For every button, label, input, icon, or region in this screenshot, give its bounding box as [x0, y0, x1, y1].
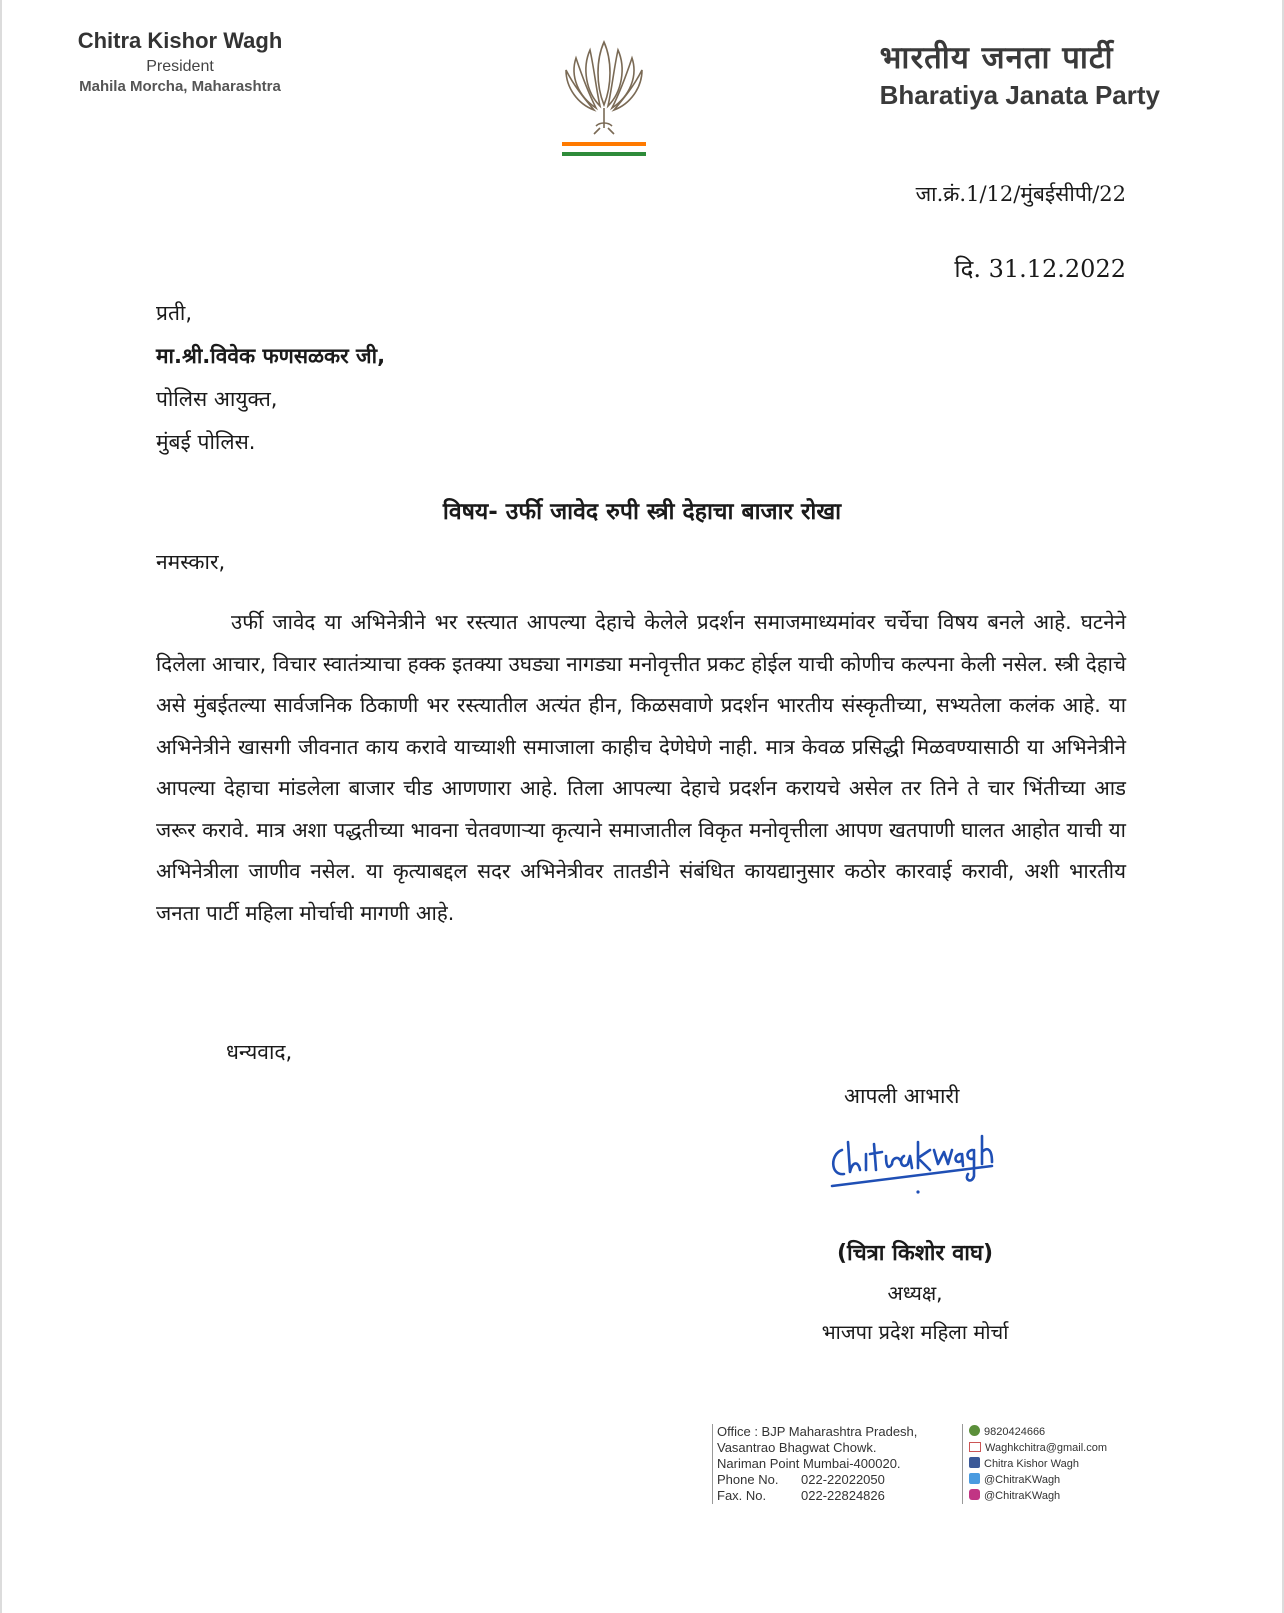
sender-morcha: Mahila Morcha, Maharashtra: [79, 78, 281, 95]
signer-name: (चित्रा किशोर वाघ): [836, 1241, 994, 1266]
fax-row: [717, 1488, 957, 1504]
contact-whatsapp: [969, 1424, 1107, 1440]
contact-facebook: [969, 1456, 1107, 1472]
contact-text: 9820424666: [984, 1426, 1046, 1438]
office-line: Office : BJP Maharashtra Pradesh,: [717, 1424, 918, 1439]
reference-number: जा.क्रं.1/12/मुंबईसीपी/22: [915, 182, 1126, 206]
office-line: Nariman Point Mumbai-400020.: [717, 1456, 901, 1471]
facebook-icon: [969, 1457, 980, 1468]
fax-number: 022-22824826: [801, 1488, 885, 1503]
phone-number: 022-22022050: [801, 1472, 885, 1487]
address-block: [156, 292, 385, 464]
address-recipient: मा.श्री.विवेक फणसळकर जी,: [156, 344, 386, 368]
thanks: धन्यवाद,: [226, 1040, 293, 1064]
contact-text: Chitra Kishor Wagh: [984, 1458, 1079, 1470]
contact-email: [969, 1440, 1107, 1456]
address-designation: पोलिस आयुक्त,: [156, 387, 278, 411]
address-to: प्रती,: [156, 301, 193, 325]
letter-subject: विषय- उर्फी जावेद रुपी स्त्री देहाचा बाजार रोखा: [442, 499, 842, 525]
contact-text: @ChitraKWagh: [984, 1474, 1061, 1486]
lotus-icon: [560, 30, 648, 165]
instagram-icon: [969, 1489, 980, 1500]
address-department: मुंबई पोलिस.: [156, 430, 256, 454]
contact-instagram: [969, 1488, 1107, 1504]
party-name-hindi: भारतीय जनता पार्टी: [879, 40, 1114, 76]
handwritten-signature: [822, 1120, 1002, 1200]
contact-text: @ChitraKWagh: [984, 1490, 1061, 1502]
footer-contacts: [962, 1424, 1107, 1504]
letterhead-right: [880, 36, 1160, 111]
letterhead-left: [50, 28, 310, 95]
signer-block: [770, 1237, 1060, 1345]
fax-label: Fax. No.: [717, 1488, 767, 1503]
contact-twitter: [969, 1472, 1107, 1488]
footer: [712, 1424, 1132, 1506]
phone-row: [717, 1472, 957, 1488]
mail-icon: [969, 1442, 981, 1452]
letter-date: दि. 31.12.2022: [954, 255, 1126, 283]
sender-role: President: [146, 58, 214, 75]
letter-body: उर्फी जावेद या अभिनेत्रीने भर रस्त्यात आपल्या देहाचे केलेले प्रदर्शन समाजमाध्यमांवर चर्चेचा विषय बनले आहे. घटनेने दिलेला आचार, विचार स्वातंत्र्याचा हक्क इतक्या उघड्या नागड्या मनोवृत्तीत प्रकट होईल याची कोणीच कल्पना केली नसेल. स्त्री देहाचे असे मुंबईतल्या सार्वजनिक ठिकाणी भर रस्त्यातील अत्यंत हीन, किळसवाणे प्रदर्शन भारतीय संस्कृतीच्या, सभ्यतेला कलंक आहे. या अभिनेत्रीने खासगी जीवनात काय करावे याच्याशी समाजाला काहीच देणेघेणे नाही. मात्र केवळ प्रसिद्धी मिळवण्यासाठी या अभिनेत्रीने आपल्या देहाचा मांडलेला बाजार चीड आणणारा आहे. तिला आपल्या देहाचे प्रदर्शन करायचे असेल तर तिने ते चार भिंतीच्या आड जरूर करावे. मात्र अशा पद्धतीच्या भावना चेतवणाऱ्या कृत्याने समाजातील विकृत मनोवृत्तीला आपण खतपाणी घालत आहोत याची या अभिनेत्रीला जाणीव नसेल. या कृत्याबद्दल सदर अभिनेत्रीवर तातडीने संबंधित कायद्यानुसार कठोर कारवाई करावी, अशी भारतीय जनता पार्टी महिला मोर्चाची मागणी आहे.: [156, 610, 1126, 925]
party-name-english: Bharatiya Janata Party: [879, 80, 1160, 110]
twitter-icon: [969, 1473, 980, 1484]
closing: आपली आभारी: [844, 1084, 960, 1108]
signer-role: अध्यक्ष,: [887, 1281, 943, 1305]
contact-text: Waghkchitra@gmail.com: [985, 1442, 1108, 1454]
footer-office: [712, 1424, 957, 1504]
whatsapp-icon: [969, 1425, 980, 1436]
phone-label: Phone No.: [717, 1472, 779, 1487]
sender-name: Chitra Kishor Wagh: [77, 28, 283, 53]
office-line: Vasantrao Bhagwat Chowk.: [717, 1440, 877, 1455]
greeting: नमस्कार,: [156, 550, 226, 574]
signer-organization: भाजपा प्रदेश महिला मोर्चा: [821, 1320, 1009, 1344]
